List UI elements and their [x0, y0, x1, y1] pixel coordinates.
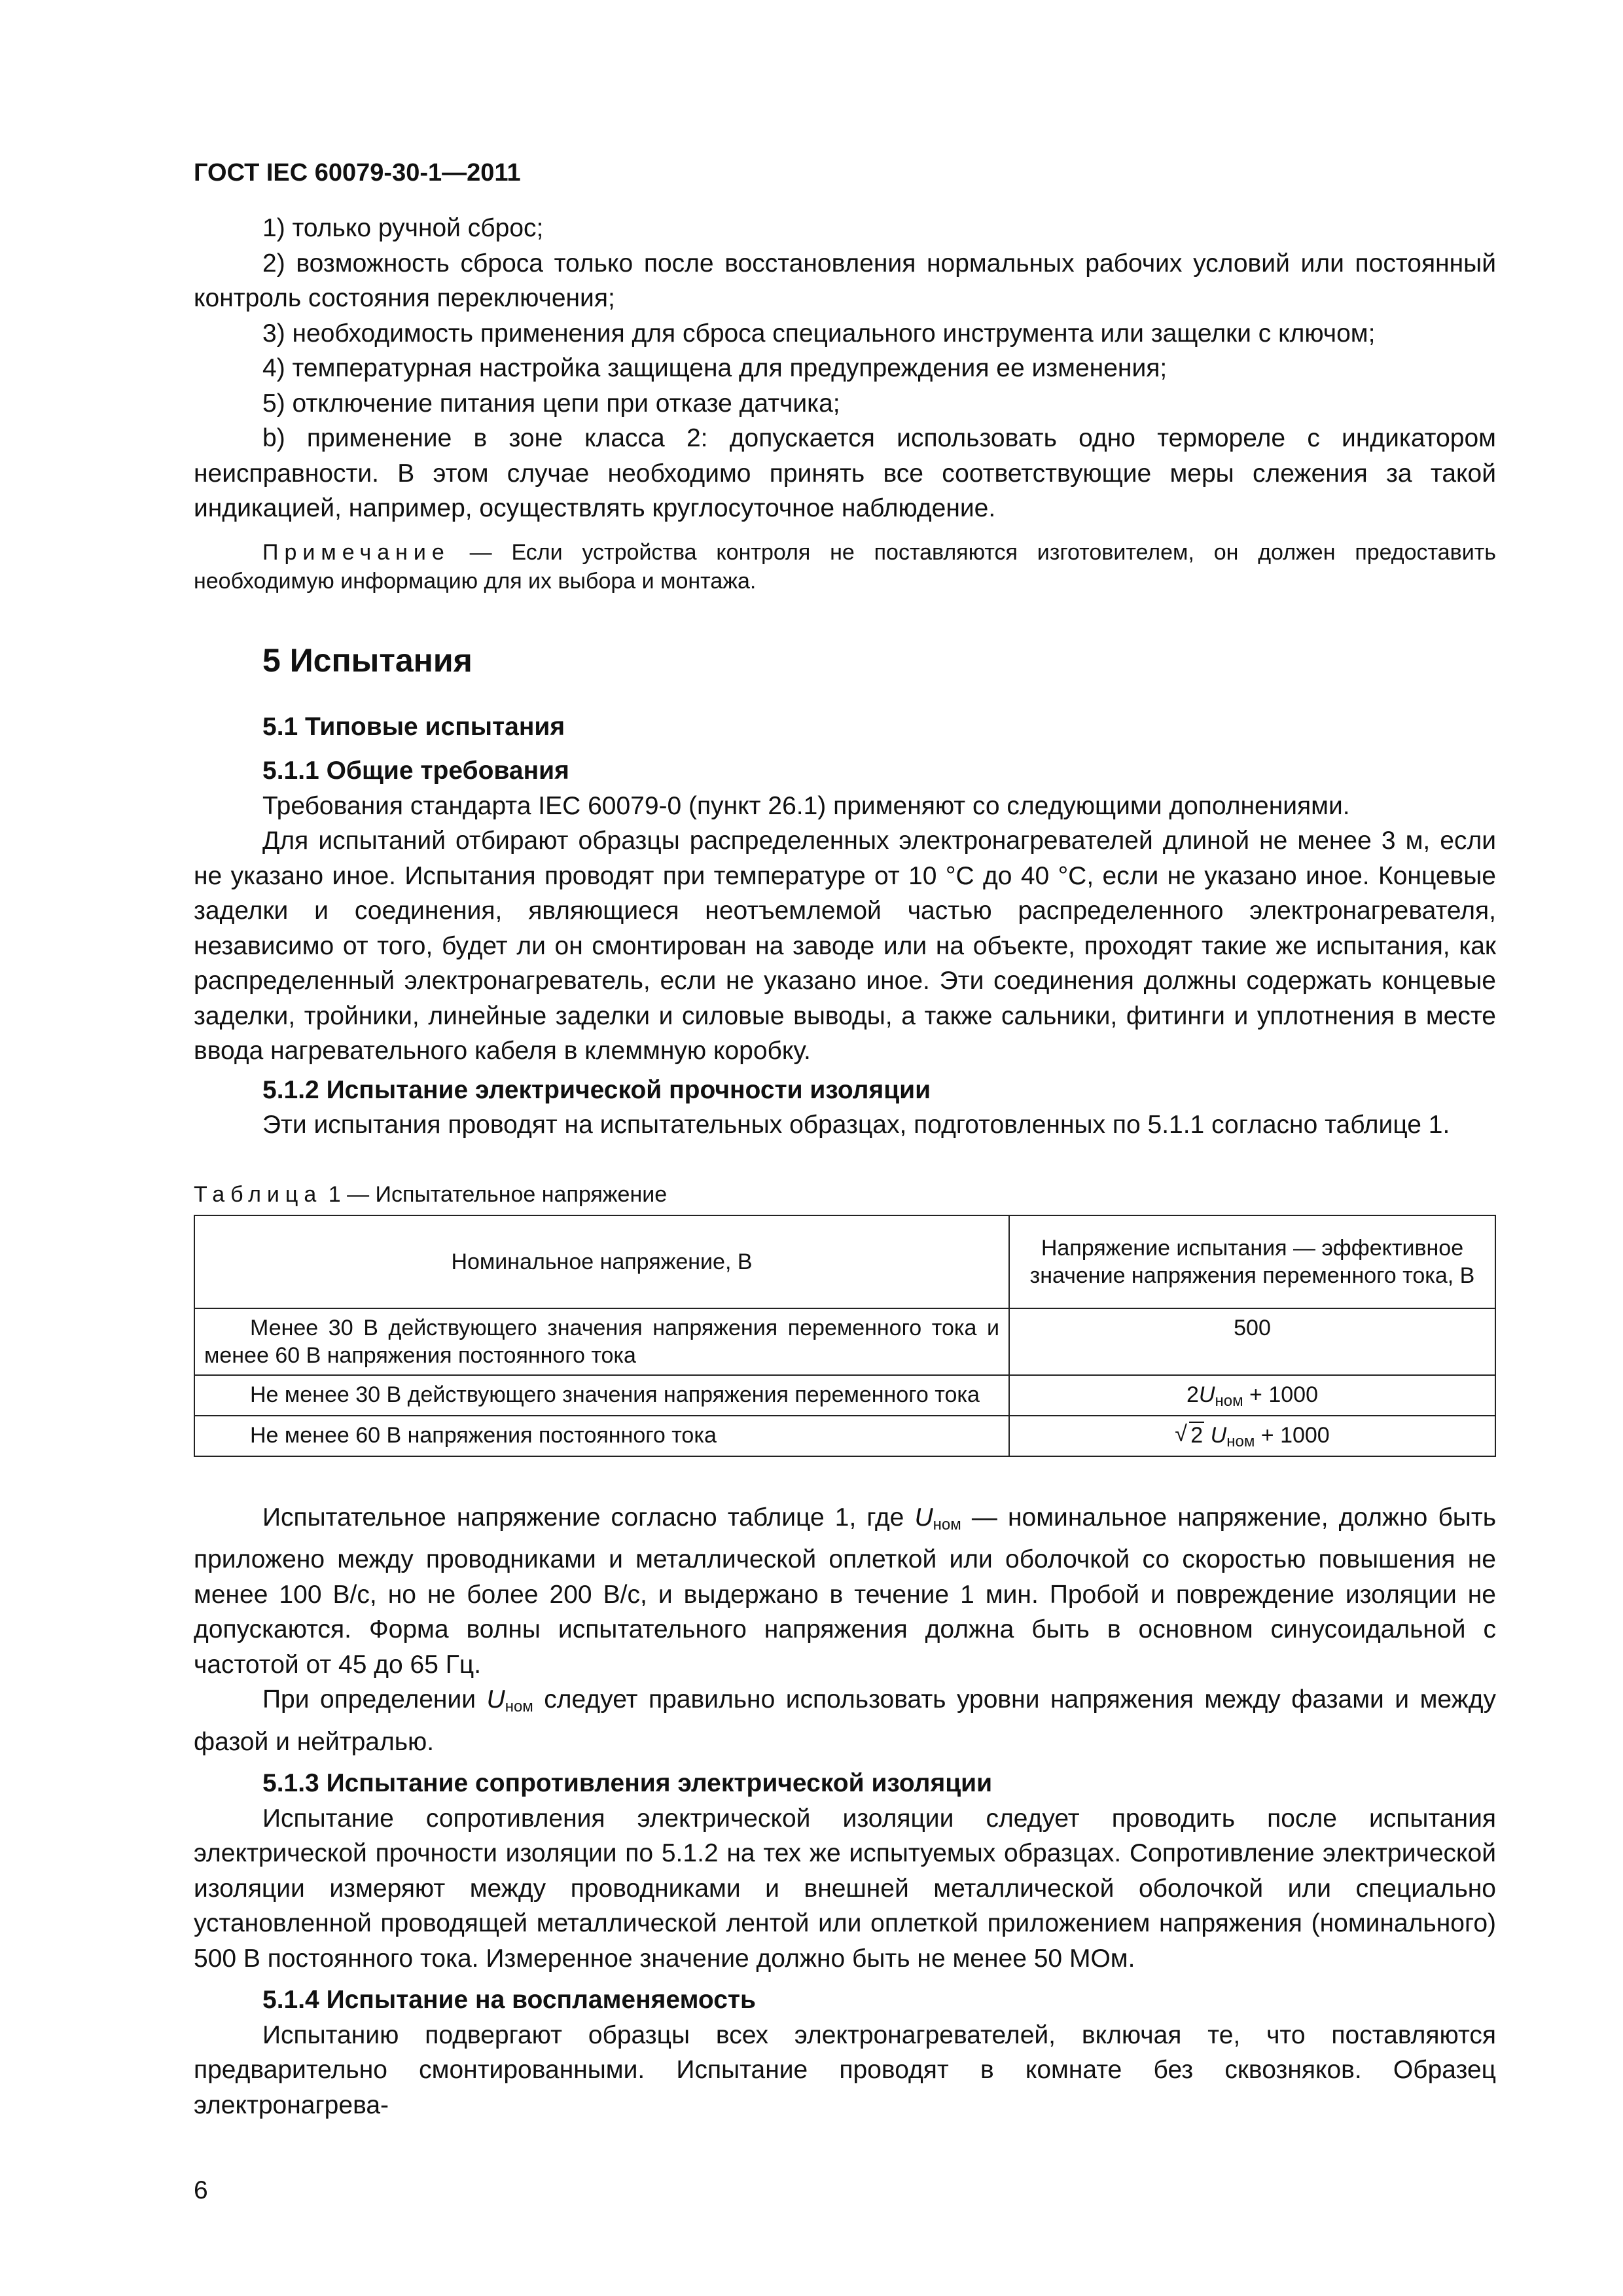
test-voltage-paragraph: Испытательное напряжение согласно таблице 1, где $U_{ном}$ — номинальное напряжение, должно быть приложено между проводниками и металлической оплеткой или оболочкой со скоростью повышения не менее 100 В/с, но не более 200 В/с, и выдержано в течение 1 мин. Пробой и повреждение изоляции не допускаются. Форма волны испытательного напряжения должна быть в основном синусоидальной с частотой от 45 до 65 Гц.	[194, 1503, 1497, 1679]
list-item-b: b) применение в зоне класса 2: допускается использовать одно термореле с индикатором неисправности. В этом случае необходимо принять все соответствующие меры слежения за такой индикацией, например, осуществлять круглосуточное наблюдение.	[194, 424, 1496, 522]
note-label: Примечание	[262, 539, 450, 565]
section-5-1-1-para-1: Требования стандарта IEC 60079-0 (пункт 26.1) применяют со следующими дополнениями.	[262, 791, 1350, 820]
document-page	[194, 154, 1496, 2123]
table-row	[194, 1375, 1495, 1416]
list-item-4: 4) температурная настройка защищена для предупреждения ее изменения;	[262, 354, 1168, 382]
section-5-1-2-para-1: Эти испытания проводят на испытательных образцах, подготовленных по 5.1.1 согласно таблице 1.	[262, 1111, 1450, 1139]
table-cell-test-voltage: √ 2 $U_{ном} + 1000$	[1009, 1416, 1495, 1456]
table-cell-test-voltage: $2U_{ном} + 1000$	[1009, 1375, 1495, 1416]
table-cell-nominal: Не менее 60 В напряжения постоянного тока	[194, 1416, 1009, 1456]
table-caption-text: 1 — Испытательное напряжение	[322, 1181, 668, 1207]
section-5-1-1-para-2: Для испытаний отбирают образцы распределенных электронагревателей длиной не менее 3 м, если не указано иное. Испытания проводят при температуре от 10 °С до 40 °С, если не указано иное. Концевые заделки и соединения, являющиеся неотъемлемой частью распределенного электронагревателя, независимо от того, будет ли он смонтирован на заводе или на объекте, проходят такие же испытания, как распределенный электронагреватель, если не указано иное. Эти соединения должны содержать концевые заделки, тройники, линейные заделки и силовые выводы, а также сальники, фитинги и уплотнения в месте ввода нагревательного кабеля в клеммную коробку.	[194, 827, 1496, 1065]
note	[194, 538, 1496, 596]
list-item-1: 1) только ручной сброс;	[262, 214, 544, 242]
table-cell-nominal: Не менее 30 В действующего значения напряжения переменного тока	[194, 1375, 1009, 1416]
note-text: — Если устройства контроля не поставляются изготовителем, он должен предоставить необходимую информацию для их выбора и монтажа.	[194, 539, 1496, 594]
table-caption	[194, 1179, 1496, 1210]
section-5-1-3-para-1: Испытание сопротивления электрической изоляции следует проводить после испытания электрической прочности изоляции по 5.1.2 на тех же испытуемых образцах. Сопротивление электрической изоляции измеряют между проводниками и внешней металлической оболочкой или специально установленной проводящей металлической лентой или оплеткой приложением напряжения (номинального) 500 В постоянного тока. Измеренное значение должно быть не менее 50 МОм.	[194, 1804, 1496, 1973]
table-header-row	[194, 1215, 1495, 1308]
section-5-1-4-para-1: Испытанию подвергают образцы всех электронагревателей, включая те, что поставляются предварительно смонтированными. Испытание проводят в комнате без сквозняков. Образец электронагрева-	[194, 2020, 1496, 2119]
list-item-3: 3) необходимость применения для сброса специального инструмента или защелки с ключом;	[262, 319, 1376, 348]
section-5-1-2-title: 5.1.2 Испытание электрической прочности изоляции	[262, 1075, 931, 1104]
section-5-1-title: 5.1 Типовые испытания	[262, 712, 565, 741]
page-number: 6	[194, 2176, 208, 2204]
table-caption-label: Таблица	[194, 1181, 323, 1207]
square-root-symbol: √ 2	[1175, 1421, 1204, 1448]
phase-voltage-paragraph: При определении $U_{ном}$ следует правильно использовать уровни напряжения между фазами и между фазой и нейтралью.	[194, 1685, 1496, 1756]
table-row	[194, 1416, 1495, 1456]
table-cell-nominal: Менее 30 В действующего значения напряжения переменного тока и менее 60 В напряжения постоянного тока	[194, 1308, 1009, 1375]
table-header-test-voltage: Напряжение испытания — эффективное значение напряжения переменного тока, В	[1009, 1215, 1495, 1308]
table-row	[194, 1308, 1495, 1375]
table-header-nominal-voltage: Номинальное напряжение, В	[194, 1215, 1009, 1308]
section-5-1-4-title: 5.1.4 Испытание на воспламеняемость	[262, 1986, 757, 2014]
document-header: ГОСТ IEC 60079-30-1—2011	[194, 159, 521, 187]
section-5-1-3-title: 5.1.3 Испытание сопротивления электрической изоляции	[262, 1769, 993, 1797]
test-voltage-table	[194, 1215, 1496, 1457]
list-item-2: 2) возможность сброса только после восстановления нормальных рабочих условий или постоянный контроль состояния переключения;	[194, 249, 1496, 312]
table-cell-test-voltage: 500	[1009, 1308, 1495, 1375]
list-item-5: 5) отключение питания цепи при отказе датчика;	[262, 389, 840, 418]
section-5-title: 5 Испытания	[262, 641, 473, 679]
section-5-1-1-title: 5.1.1 Общие требования	[262, 757, 569, 785]
